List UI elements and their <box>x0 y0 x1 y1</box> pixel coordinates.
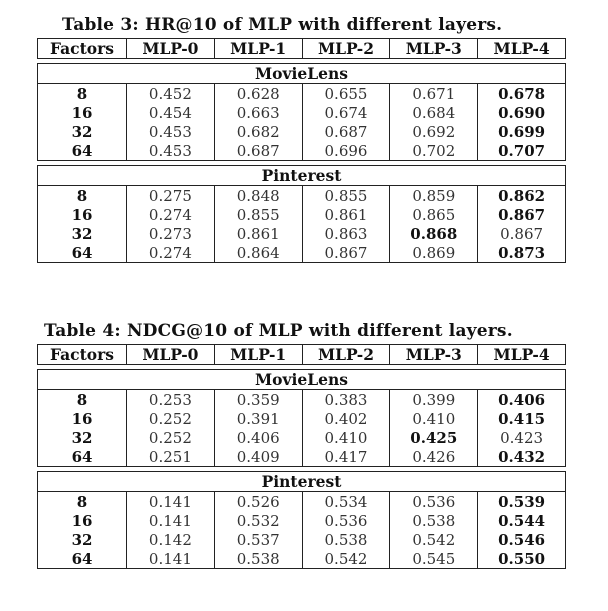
header-row <box>38 39 566 59</box>
value-cell: 0.628 <box>214 84 302 104</box>
value-cell: 0.663 <box>214 103 302 122</box>
factor-cell: 8 <box>38 186 127 206</box>
section-title-row <box>38 166 566 186</box>
value-cell: 0.863 <box>302 224 390 243</box>
header-factors: Factors <box>38 39 127 59</box>
value-cell: 0.252 <box>127 428 215 447</box>
value-cell: 0.423 <box>478 428 566 447</box>
factor-cell: 16 <box>38 511 127 530</box>
header-mlp-1: MLP-1 <box>214 39 302 59</box>
best-value-cell: 0.425 <box>390 428 478 447</box>
factor-cell: 8 <box>38 390 127 410</box>
section-title-row <box>38 64 566 84</box>
table-row <box>38 390 566 410</box>
value-cell: 0.861 <box>214 224 302 243</box>
value-cell: 0.538 <box>214 549 302 569</box>
factor-cell: 32 <box>38 530 127 549</box>
header-mlp-4: MLP-4 <box>478 345 566 365</box>
value-cell: 0.273 <box>127 224 215 243</box>
value-cell: 0.253 <box>127 390 215 410</box>
value-cell: 0.702 <box>390 141 478 161</box>
value-cell: 0.536 <box>390 492 478 512</box>
table-3-block <box>37 14 565 263</box>
best-value-cell: 0.699 <box>478 122 566 141</box>
table-row <box>38 224 566 243</box>
value-cell: 0.674 <box>302 103 390 122</box>
best-value-cell: 0.546 <box>478 530 566 549</box>
factor-cell: 64 <box>38 549 127 569</box>
best-value-cell: 0.415 <box>478 409 566 428</box>
value-cell: 0.251 <box>127 447 215 467</box>
value-cell: 0.410 <box>302 428 390 447</box>
best-value-cell: 0.868 <box>390 224 478 243</box>
best-value-cell: 0.406 <box>478 390 566 410</box>
best-value-cell: 0.707 <box>478 141 566 161</box>
table-row <box>38 205 566 224</box>
header-row <box>38 345 566 365</box>
value-cell: 0.417 <box>302 447 390 467</box>
value-cell: 0.867 <box>478 224 566 243</box>
value-cell: 0.526 <box>214 492 302 512</box>
section-title: Pinterest <box>38 472 566 492</box>
header-mlp-1: MLP-1 <box>214 345 302 365</box>
table-row <box>38 103 566 122</box>
value-cell: 0.855 <box>302 186 390 206</box>
factor-cell: 32 <box>38 224 127 243</box>
value-cell: 0.855 <box>214 205 302 224</box>
value-cell: 0.402 <box>302 409 390 428</box>
value-cell: 0.865 <box>390 205 478 224</box>
value-cell: 0.864 <box>214 243 302 263</box>
table-row <box>38 447 566 467</box>
best-value-cell: 0.873 <box>478 243 566 263</box>
value-cell: 0.537 <box>214 530 302 549</box>
value-cell: 0.274 <box>127 205 215 224</box>
value-cell: 0.848 <box>214 186 302 206</box>
value-cell: 0.687 <box>214 141 302 161</box>
best-value-cell: 0.678 <box>478 84 566 104</box>
value-cell: 0.538 <box>390 511 478 530</box>
header-factors: Factors <box>38 345 127 365</box>
value-cell: 0.687 <box>302 122 390 141</box>
value-cell: 0.452 <box>127 84 215 104</box>
factor-cell: 64 <box>38 243 127 263</box>
value-cell: 0.867 <box>302 243 390 263</box>
best-value-cell: 0.550 <box>478 549 566 569</box>
value-cell: 0.141 <box>127 492 215 512</box>
value-cell: 0.274 <box>127 243 215 263</box>
table-row <box>38 530 566 549</box>
value-cell: 0.399 <box>390 390 478 410</box>
value-cell: 0.409 <box>214 447 302 467</box>
section-title-row <box>38 370 566 390</box>
header-mlp-3: MLP-3 <box>390 39 478 59</box>
value-cell: 0.542 <box>390 530 478 549</box>
table-row <box>38 186 566 206</box>
value-cell: 0.391 <box>214 409 302 428</box>
value-cell: 0.861 <box>302 205 390 224</box>
value-cell: 0.359 <box>214 390 302 410</box>
value-cell: 0.141 <box>127 549 215 569</box>
best-value-cell: 0.432 <box>478 447 566 467</box>
table-row <box>38 141 566 161</box>
header-mlp-0: MLP-0 <box>127 345 215 365</box>
section-title-row <box>38 472 566 492</box>
value-cell: 0.406 <box>214 428 302 447</box>
factor-cell: 8 <box>38 84 127 104</box>
value-cell: 0.275 <box>127 186 215 206</box>
table-3-caption: Table 3: HR@10 of MLP with different layers. <box>62 15 503 35</box>
table-4-caption: Table 4: NDCG@10 of MLP with different layers. <box>44 321 513 341</box>
section-title: Pinterest <box>38 166 566 186</box>
factor-cell: 64 <box>38 447 127 467</box>
value-cell: 0.859 <box>390 186 478 206</box>
table-row <box>38 409 566 428</box>
factor-cell: 16 <box>38 205 127 224</box>
header-mlp-3: MLP-3 <box>390 345 478 365</box>
table-row <box>38 122 566 141</box>
value-cell: 0.684 <box>390 103 478 122</box>
section-title: MovieLens <box>38 370 566 390</box>
value-cell: 0.534 <box>302 492 390 512</box>
table-4-block <box>37 320 565 569</box>
table-row <box>38 428 566 447</box>
value-cell: 0.692 <box>390 122 478 141</box>
value-cell: 0.545 <box>390 549 478 569</box>
best-value-cell: 0.862 <box>478 186 566 206</box>
value-cell: 0.453 <box>127 141 215 161</box>
value-cell: 0.426 <box>390 447 478 467</box>
value-cell: 0.453 <box>127 122 215 141</box>
table-row <box>38 243 566 263</box>
best-value-cell: 0.690 <box>478 103 566 122</box>
value-cell: 0.538 <box>302 530 390 549</box>
value-cell: 0.536 <box>302 511 390 530</box>
table-row <box>38 511 566 530</box>
header-mlp-0: MLP-0 <box>127 39 215 59</box>
value-cell: 0.142 <box>127 530 215 549</box>
value-cell: 0.141 <box>127 511 215 530</box>
value-cell: 0.252 <box>127 409 215 428</box>
best-value-cell: 0.544 <box>478 511 566 530</box>
table-row <box>38 84 566 104</box>
value-cell: 0.542 <box>302 549 390 569</box>
factor-cell: 32 <box>38 122 127 141</box>
value-cell: 0.682 <box>214 122 302 141</box>
value-cell: 0.696 <box>302 141 390 161</box>
value-cell: 0.532 <box>214 511 302 530</box>
best-value-cell: 0.867 <box>478 205 566 224</box>
value-cell: 0.410 <box>390 409 478 428</box>
header-mlp-2: MLP-2 <box>302 345 390 365</box>
best-value-cell: 0.539 <box>478 492 566 512</box>
value-cell: 0.671 <box>390 84 478 104</box>
factor-cell: 64 <box>38 141 127 161</box>
factor-cell: 8 <box>38 492 127 512</box>
section-title: MovieLens <box>38 64 566 84</box>
factor-cell: 16 <box>38 103 127 122</box>
table-row <box>38 549 566 569</box>
header-mlp-4: MLP-4 <box>478 39 566 59</box>
value-cell: 0.869 <box>390 243 478 263</box>
header-mlp-2: MLP-2 <box>302 39 390 59</box>
value-cell: 0.655 <box>302 84 390 104</box>
value-cell: 0.383 <box>302 390 390 410</box>
factor-cell: 32 <box>38 428 127 447</box>
table-row <box>38 492 566 512</box>
table-4 <box>37 344 566 569</box>
table-3 <box>37 38 566 263</box>
value-cell: 0.454 <box>127 103 215 122</box>
factor-cell: 16 <box>38 409 127 428</box>
